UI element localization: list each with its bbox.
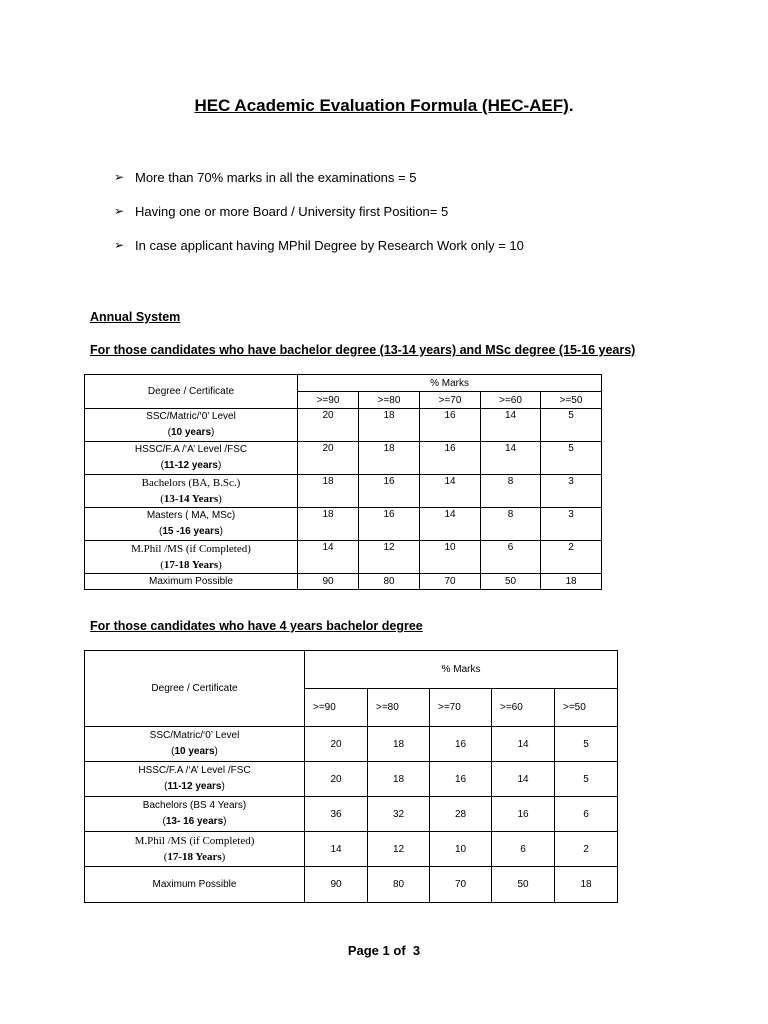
page-number: Page 1 of 3 (347, 943, 421, 958)
table-row (85, 541, 602, 574)
cell: 18 (359, 409, 420, 442)
cell: 5 (541, 409, 602, 442)
table-row (85, 797, 618, 832)
cell: 16 (492, 797, 555, 832)
marks-header: % Marks (305, 651, 618, 689)
cell: 14 (305, 832, 368, 867)
column-header: Degree / Certificate (85, 651, 305, 727)
cell: 2 (555, 832, 618, 867)
row-label: Maximum Possible (85, 574, 298, 590)
table-row (85, 442, 602, 475)
cell: 80 (368, 867, 430, 903)
cell: 70 (420, 574, 481, 590)
cell: 20 (298, 442, 359, 475)
cell: 14 (298, 541, 359, 574)
cell: 16 (359, 475, 420, 508)
cell: 50 (492, 867, 555, 903)
column-header: Degree / Certificate (85, 375, 298, 409)
row-label: SSC/Matric/‘0’ Level (10 years) (85, 727, 305, 762)
row-label: Bachelors (BA, B.Sc.) (13-14 Years) (85, 475, 298, 508)
section-heading: Annual System (90, 310, 181, 324)
cell: 18 (298, 508, 359, 541)
cell: 16 (430, 762, 492, 797)
cell: 10 (430, 832, 492, 867)
list-item: ➢ More than 70% marks in all the examinations = 5 (114, 170, 417, 185)
threshold-header: >=80 (359, 392, 420, 409)
cell: 36 (305, 797, 368, 832)
threshold-header: >=70 (430, 689, 492, 727)
cell: 14 (492, 727, 555, 762)
cell: 18 (541, 574, 602, 590)
cell: 12 (359, 541, 420, 574)
cell: 18 (298, 475, 359, 508)
cell: 8 (481, 475, 541, 508)
table-row (85, 762, 618, 797)
marks-table-annual (84, 374, 602, 590)
cell: 10 (420, 541, 481, 574)
cell: 8 (481, 508, 541, 541)
arrow-bullet-icon: ➢ (114, 238, 125, 252)
cell: 18 (555, 867, 618, 903)
table-row (85, 409, 602, 442)
row-label: HSSC/F.A /‘A’ Level /FSC (11-12 years) (85, 442, 298, 475)
row-label: Maximum Possible (85, 867, 305, 903)
threshold-header: >=80 (368, 689, 430, 727)
cell: 14 (481, 442, 541, 475)
page-title: HEC Academic Evaluation Formula (HEC-AEF). (194, 96, 574, 115)
cell: 14 (492, 762, 555, 797)
arrow-bullet-icon: ➢ (114, 170, 125, 184)
row-label: Bachelors (BS 4 Years) (13- 16 years) (85, 797, 305, 832)
cell: 20 (298, 409, 359, 442)
criteria-list (114, 170, 524, 272)
marks-header: % Marks (298, 375, 602, 392)
cell: 20 (305, 727, 368, 762)
cell: 14 (420, 475, 481, 508)
cell: 14 (481, 409, 541, 442)
threshold-header: >=90 (305, 689, 368, 727)
cell: 16 (430, 727, 492, 762)
list-item: ➢ In case applicant having MPhil Degree by Research Work only = 10 (114, 238, 524, 253)
cell: 6 (555, 797, 618, 832)
cell: 16 (420, 442, 481, 475)
cell: 6 (481, 541, 541, 574)
cell: 2 (541, 541, 602, 574)
threshold-header: >=50 (541, 392, 602, 409)
cell: 20 (305, 762, 368, 797)
arrow-bullet-icon: ➢ (114, 204, 125, 218)
cell: 3 (541, 508, 602, 541)
cell: 16 (359, 508, 420, 541)
cell: 90 (305, 867, 368, 903)
table-row (85, 508, 602, 541)
row-label: Masters ( MA, MSc) (15 -16 years) (85, 508, 298, 541)
cell: 5 (555, 727, 618, 762)
row-label: HSSC/F.A /‘A’ Level /FSC (11-12 years) (85, 762, 305, 797)
table-row-maximum (85, 574, 602, 590)
threshold-header: >=50 (555, 689, 618, 727)
table1-caption: For those candidates who have bachelor degree (13-14 years) and MSc degree (15-16 years) (90, 343, 636, 357)
table-row (85, 475, 602, 508)
cell: 80 (359, 574, 420, 590)
threshold-header: >=70 (420, 392, 481, 409)
list-item: ➢ Having one or more Board / University first Position= 5 (114, 204, 449, 219)
row-label: SSC/Matric/‘0’ Level (10 years) (85, 409, 298, 442)
cell: 3 (541, 475, 602, 508)
threshold-header: >=60 (481, 392, 541, 409)
table-row (85, 727, 618, 762)
cell: 12 (368, 832, 430, 867)
cell: 6 (492, 832, 555, 867)
cell: 5 (541, 442, 602, 475)
cell: 32 (368, 797, 430, 832)
table-row (85, 832, 618, 867)
threshold-header: >=60 (492, 689, 555, 727)
cell: 18 (368, 762, 430, 797)
cell: 18 (368, 727, 430, 762)
row-label: M.Phil /MS (if Completed) (17-18 Years) (85, 832, 305, 867)
cell: 18 (359, 442, 420, 475)
threshold-header: >=90 (298, 392, 359, 409)
cell: 50 (481, 574, 541, 590)
row-label: M.Phil /MS (if Completed) (17-18 Years) (85, 541, 298, 574)
cell: 70 (430, 867, 492, 903)
cell: 28 (430, 797, 492, 832)
marks-table-4yr (84, 650, 618, 903)
cell: 90 (298, 574, 359, 590)
cell: 5 (555, 762, 618, 797)
table2-caption: For those candidates who have 4 years bachelor degree (90, 619, 423, 633)
table-row-maximum (85, 867, 618, 903)
cell: 16 (420, 409, 481, 442)
cell: 14 (420, 508, 481, 541)
